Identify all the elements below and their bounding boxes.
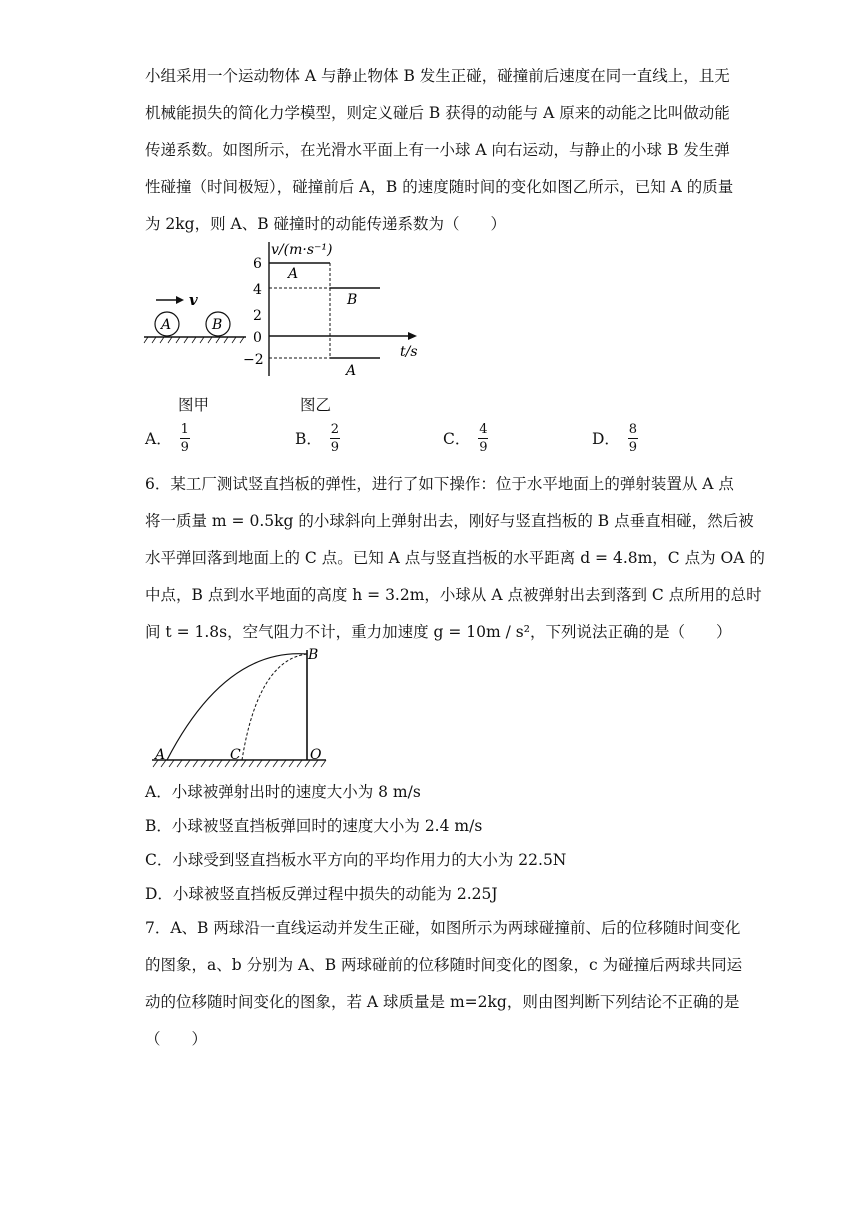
- ball-a-label: A: [161, 317, 172, 333]
- y-tick-label: −2: [243, 352, 264, 368]
- problem-6-trajectory-figure: [150, 640, 330, 770]
- numerator: 8: [628, 421, 638, 437]
- option-letter: B．: [295, 430, 322, 448]
- problem-6-option-c[interactable]: C．小球受到竖直挡板水平方向的平均作用力的大小为 22.5N: [145, 851, 567, 869]
- option-c[interactable]: [443, 420, 488, 456]
- point-b-label: B: [308, 647, 319, 663]
- point-a-label: A: [155, 747, 166, 763]
- problem-6-option-b[interactable]: B．小球被竖直挡板弹回时的速度大小为 2.4 m/s: [145, 817, 483, 835]
- figure-jia-balls: [140, 288, 250, 348]
- option-letter: D．: [592, 430, 620, 448]
- y-tick-label: 6: [253, 256, 262, 272]
- point-o-label: O: [310, 747, 322, 763]
- denominator: 9: [330, 439, 340, 455]
- problem-5-line: 机械能损失的简化力学模型，则定义碰后 B 获得的动能与 A 原来的动能之比叫做动能: [145, 104, 730, 122]
- problem-5-line: 小组采用一个运动物体 A 与静止物体 B 发生正碰，碰撞前后速度在同一直线上，且无: [145, 67, 730, 85]
- figure-yi-vt-graph: [240, 236, 420, 386]
- option-letter: C．: [443, 430, 471, 448]
- problem-5-text: [145, 58, 734, 243]
- problem-5-line: 传递系数。如图所示，在光滑水平面上有一小球 A 向右运动，与静止的小球 B 发生弹: [145, 141, 730, 159]
- problem-6-option-d[interactable]: D．小球被竖直挡板反弹过程中损失的动能为 2.25J: [145, 885, 498, 903]
- option-fraction: [180, 422, 190, 455]
- option-b[interactable]: [295, 420, 340, 456]
- problem-7-line: 7．A、B 两球沿一直线运动并发生正碰，如图所示为两球碰撞前、后的位移随时间变化: [145, 919, 741, 937]
- denominator: 9: [628, 439, 638, 455]
- problem-5-line: 为 2kg，则 A、B 碰撞时的动能传递系数为（ ）: [145, 215, 507, 233]
- point-c-label: C: [230, 747, 241, 763]
- figure-jia-caption: 图甲: [178, 396, 210, 414]
- option-fraction: [330, 422, 340, 455]
- numerator: 1: [180, 421, 189, 437]
- velocity-arrow-label: v: [189, 291, 198, 309]
- a-after-label: A: [346, 363, 357, 379]
- option-fraction: [628, 422, 638, 455]
- b-after-label: B: [347, 292, 358, 308]
- ball-b-label: B: [212, 317, 223, 333]
- denominator: 9: [479, 439, 488, 455]
- numerator: 2: [330, 421, 340, 437]
- problem-6-line: 6．某工厂测试竖直挡板的弹性，进行了如下操作：位于水平地面上的弹射装置从 A 点: [145, 475, 734, 493]
- velocity-arrowhead: [176, 296, 184, 304]
- problem-6-line: 间 t = 1.8s，空气阻力不计，重力加速度 g = 10m / s²，下列说法正确的是（ ）: [145, 623, 732, 641]
- option-d[interactable]: [592, 420, 638, 456]
- problem-7-line: 的图象，a、b 分别为 A、B 两球碰前的位移随时间变化的图象，c 为碰撞后两球共同运: [145, 956, 743, 974]
- problem-5-line: 性碰撞（时间极短），碰撞前后 A，B 的速度随时间的变化如图乙所示，已知 A 的质量: [145, 178, 734, 196]
- option-a[interactable]: [145, 420, 190, 456]
- problem-7-text: [145, 910, 743, 1058]
- figure-yi-caption: 图乙: [300, 396, 332, 414]
- ground-hatching: [144, 337, 244, 343]
- problem-6-text: [145, 466, 765, 651]
- x-axis-label: t/s: [400, 344, 418, 360]
- option-fraction: [478, 422, 488, 455]
- y-tick-label: 0: [253, 330, 262, 346]
- problem-5-options: [145, 420, 745, 456]
- y-tick-label: 2: [253, 308, 262, 324]
- y-tick-label: 4: [253, 282, 262, 298]
- problem-6-option-a[interactable]: A．小球被弹射出时的速度大小为 8 m/s: [145, 783, 421, 801]
- a-before-label: A: [288, 266, 299, 282]
- launch-trajectory: [167, 654, 307, 760]
- x-axis-arrowhead: [408, 332, 417, 340]
- rebound-trajectory: [242, 654, 307, 760]
- problem-7-line: （ ）: [145, 1030, 208, 1048]
- numerator: 4: [479, 421, 488, 437]
- denominator: 9: [180, 439, 189, 455]
- problem-6-line: 水平弹回落到地面上的 C 点。已知 A 点与竖直挡板的水平距离 d = 4.8m，C 点为 OA 的: [145, 549, 765, 567]
- y-axis-label: v/(m·s⁻¹): [271, 242, 333, 258]
- problem-6-line: 中点，B 点到水平地面的高度 h = 3.2m，小球从 A 点被弹射出去到落到 C 点所用的总时: [145, 586, 762, 604]
- option-letter: A．: [145, 430, 172, 448]
- problem-7-line: 动的位移随时间变化的图象，若 A 球质量是 m=2kg，则由图判断下列结论不正确的是: [145, 993, 740, 1011]
- problem-6-line: 将一质量 m = 0.5kg 的小球斜向上弹射出去，刚好与竖直挡板的 B 点垂直相碰，然后被: [145, 512, 754, 530]
